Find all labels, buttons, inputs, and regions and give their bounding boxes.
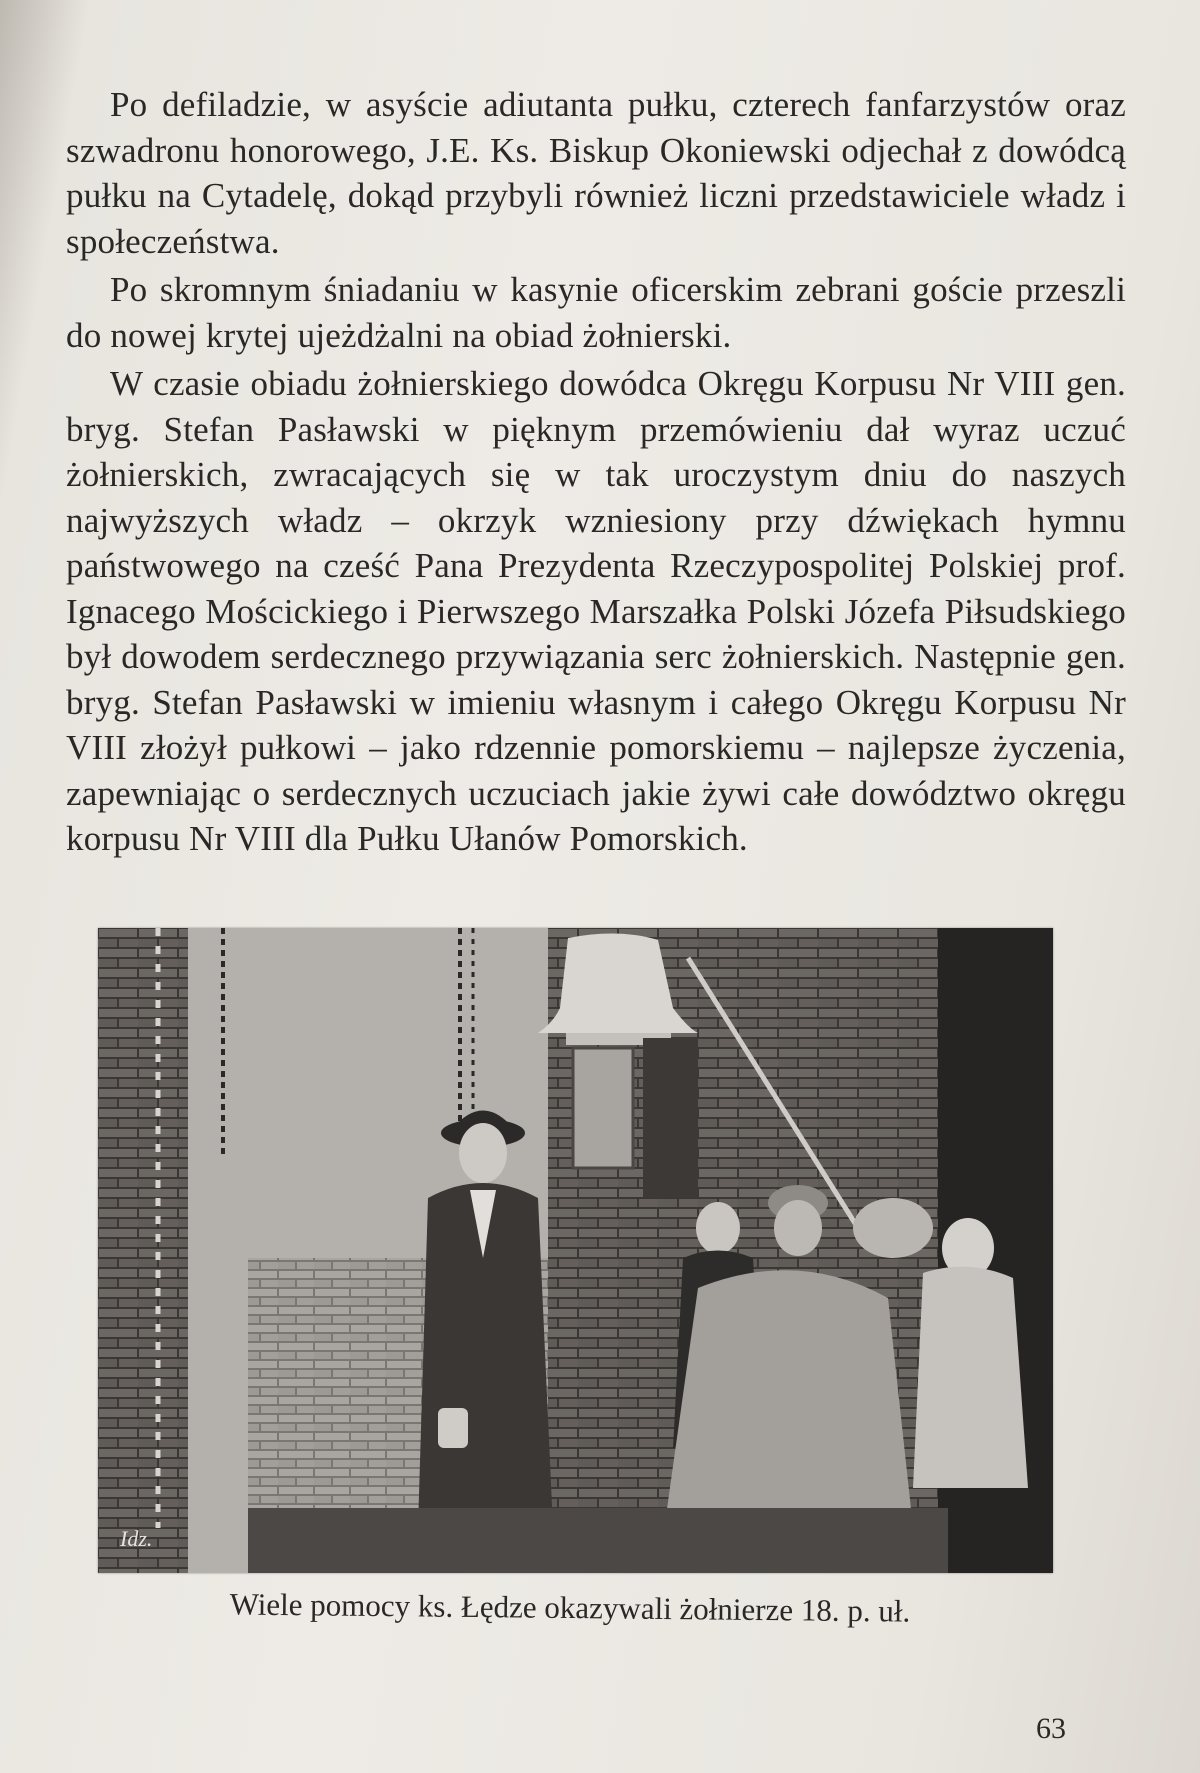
photo-illustration [98, 928, 1053, 1573]
page-number: 63 [1036, 1712, 1066, 1745]
photo-signature: Idz. [120, 1526, 153, 1551]
historical-photograph [98, 928, 1053, 1573]
paragraph-1: Po defiladzie, w asyście adiutanta pułku, czterech fanfarzystów oraz szwadronu honorowego, J.E. Ks. Biskup Okoniewski odjechał z dowódcą pułku na Cytadelę, dokąd przybyli również liczni przedstawiciele władz i społeczeństwa. [66, 85, 1126, 261]
paragraph-2: Po skromnym śniadaniu w kasynie oficerskim zebrani goście przeszli do nowej krytej ujeżdżalni na obiad żołnierski. [66, 270, 1126, 355]
photo-caption: Wiele pomocy ks. Łędze okazywali żołnierze 18. p. uł. [229, 1586, 911, 1629]
paragraph-3: W czasie obiadu żołnierskiego dowódca Okręgu Korpusu Nr VIII gen. bryg. Stefan Pasławski w pięknym przemówieniu dał wyraz uczuć żołnierskich, zwracających się w tak uroczystym dniu do naszych najwyższych władz – okrzyk wzniesiony przy dźwiękach hymnu państwowego na cześć Pana Prezydenta Rzeczypospolitej Polskiej prof. Ignacego Mościckiego i Pierwszego Marszałka Polski Józefa Piłsudskiego był dowodem serdecznego przywiązania serc żołnierskich. Następnie gen. bryg. Stefan Pasławski w imieniu własnym i całego Okręgu Korpusu Nr VIII złożył pułkowi – jako rdzennie pomorskiemu – najlepsze życzenia, zapewniając o serdecznych uczuciach jakie żywi całe dowództwo okręgu korpusu Nr VIII dla Pułku Ułanów Pomorskich. [66, 364, 1126, 858]
body-text [66, 82, 1126, 865]
